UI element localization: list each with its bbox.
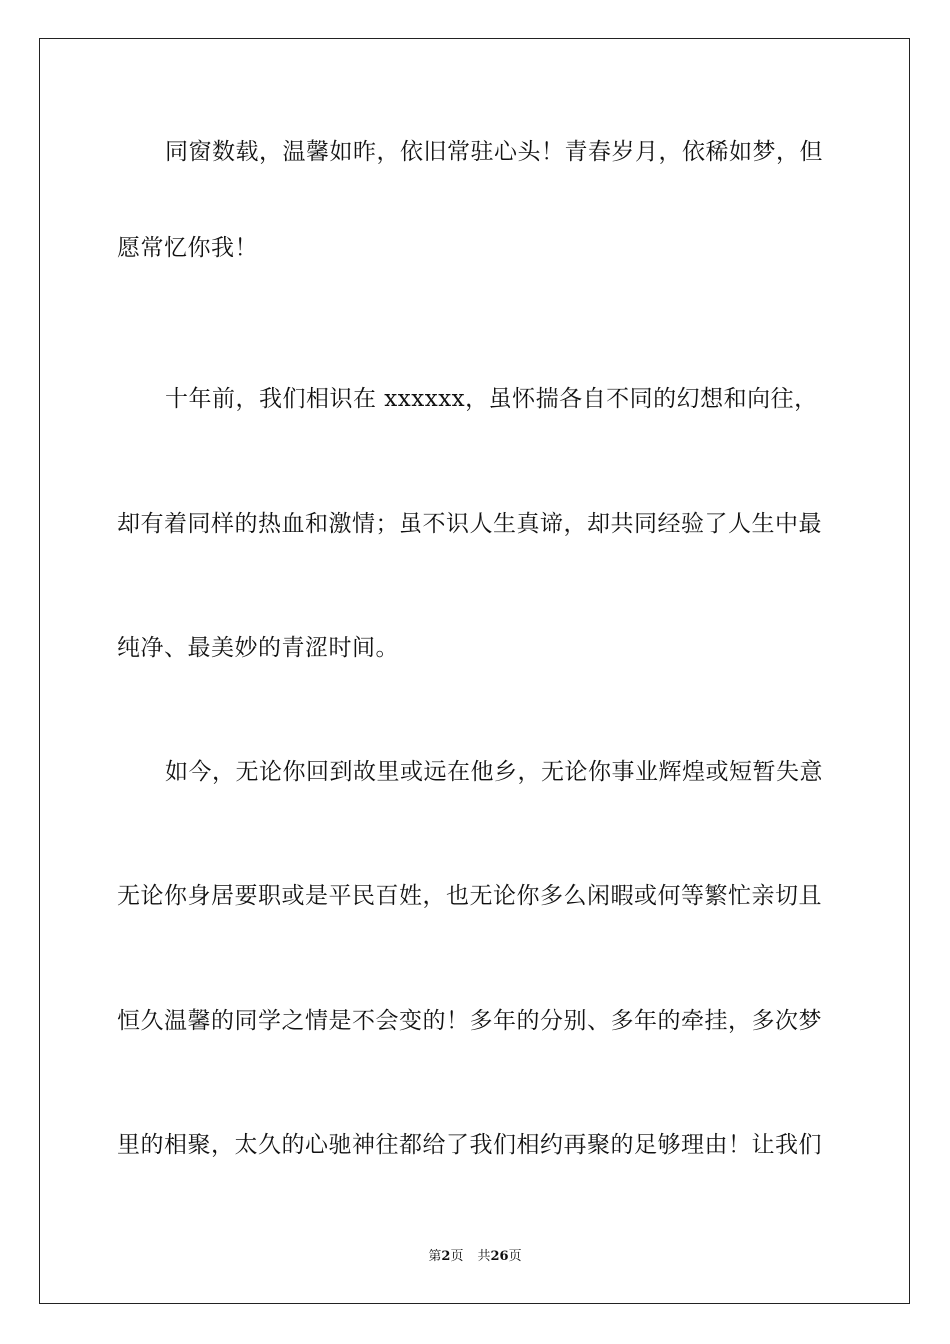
paragraph-line-1: 同窗数载，温馨如昨，依旧常驻心头！青春岁月，依稀如梦，但 bbox=[165, 139, 823, 165]
page-border bbox=[39, 38, 910, 1304]
total-suffix: 页 bbox=[508, 1249, 522, 1264]
total-pages: 26 bbox=[490, 1249, 509, 1264]
page-prefix: 第 bbox=[428, 1249, 442, 1264]
paragraph-line-6: 如今，无论你回到故里或远在他乡，无论你事业辉煌或短暂失意 bbox=[165, 759, 823, 785]
paragraph-line-3: 十年前，我们相识在 xxxxxx，虽怀揣各自不同的幻想和向往， bbox=[165, 386, 818, 412]
paragraph-line-2: 愿常忆你我！ bbox=[117, 235, 258, 261]
page-suffix: 页 bbox=[450, 1249, 464, 1264]
paragraph-line-9: 里的相聚，太久的心驰神往都给了我们相约再聚的足够理由！让我们 bbox=[117, 1132, 822, 1158]
page-number: 2 bbox=[441, 1249, 451, 1264]
paragraph-line-5: 纯净、最美妙的青涩时间。 bbox=[117, 635, 399, 661]
page-footer bbox=[0, 1248, 950, 1266]
total-prefix: 共 bbox=[477, 1249, 491, 1264]
paragraph-line-4: 却有着同样的热血和激情；虽不识人生真谛，却共同经验了人生中最 bbox=[117, 511, 822, 537]
paragraph-line-7: 无论你身居要职或是平民百姓，也无论你多么闲暇或何等繁忙亲切且 bbox=[117, 883, 822, 909]
paragraph-line-8: 恒久温馨的同学之情是不会变的！多年的分别、多年的牵挂，多次梦 bbox=[117, 1008, 822, 1034]
